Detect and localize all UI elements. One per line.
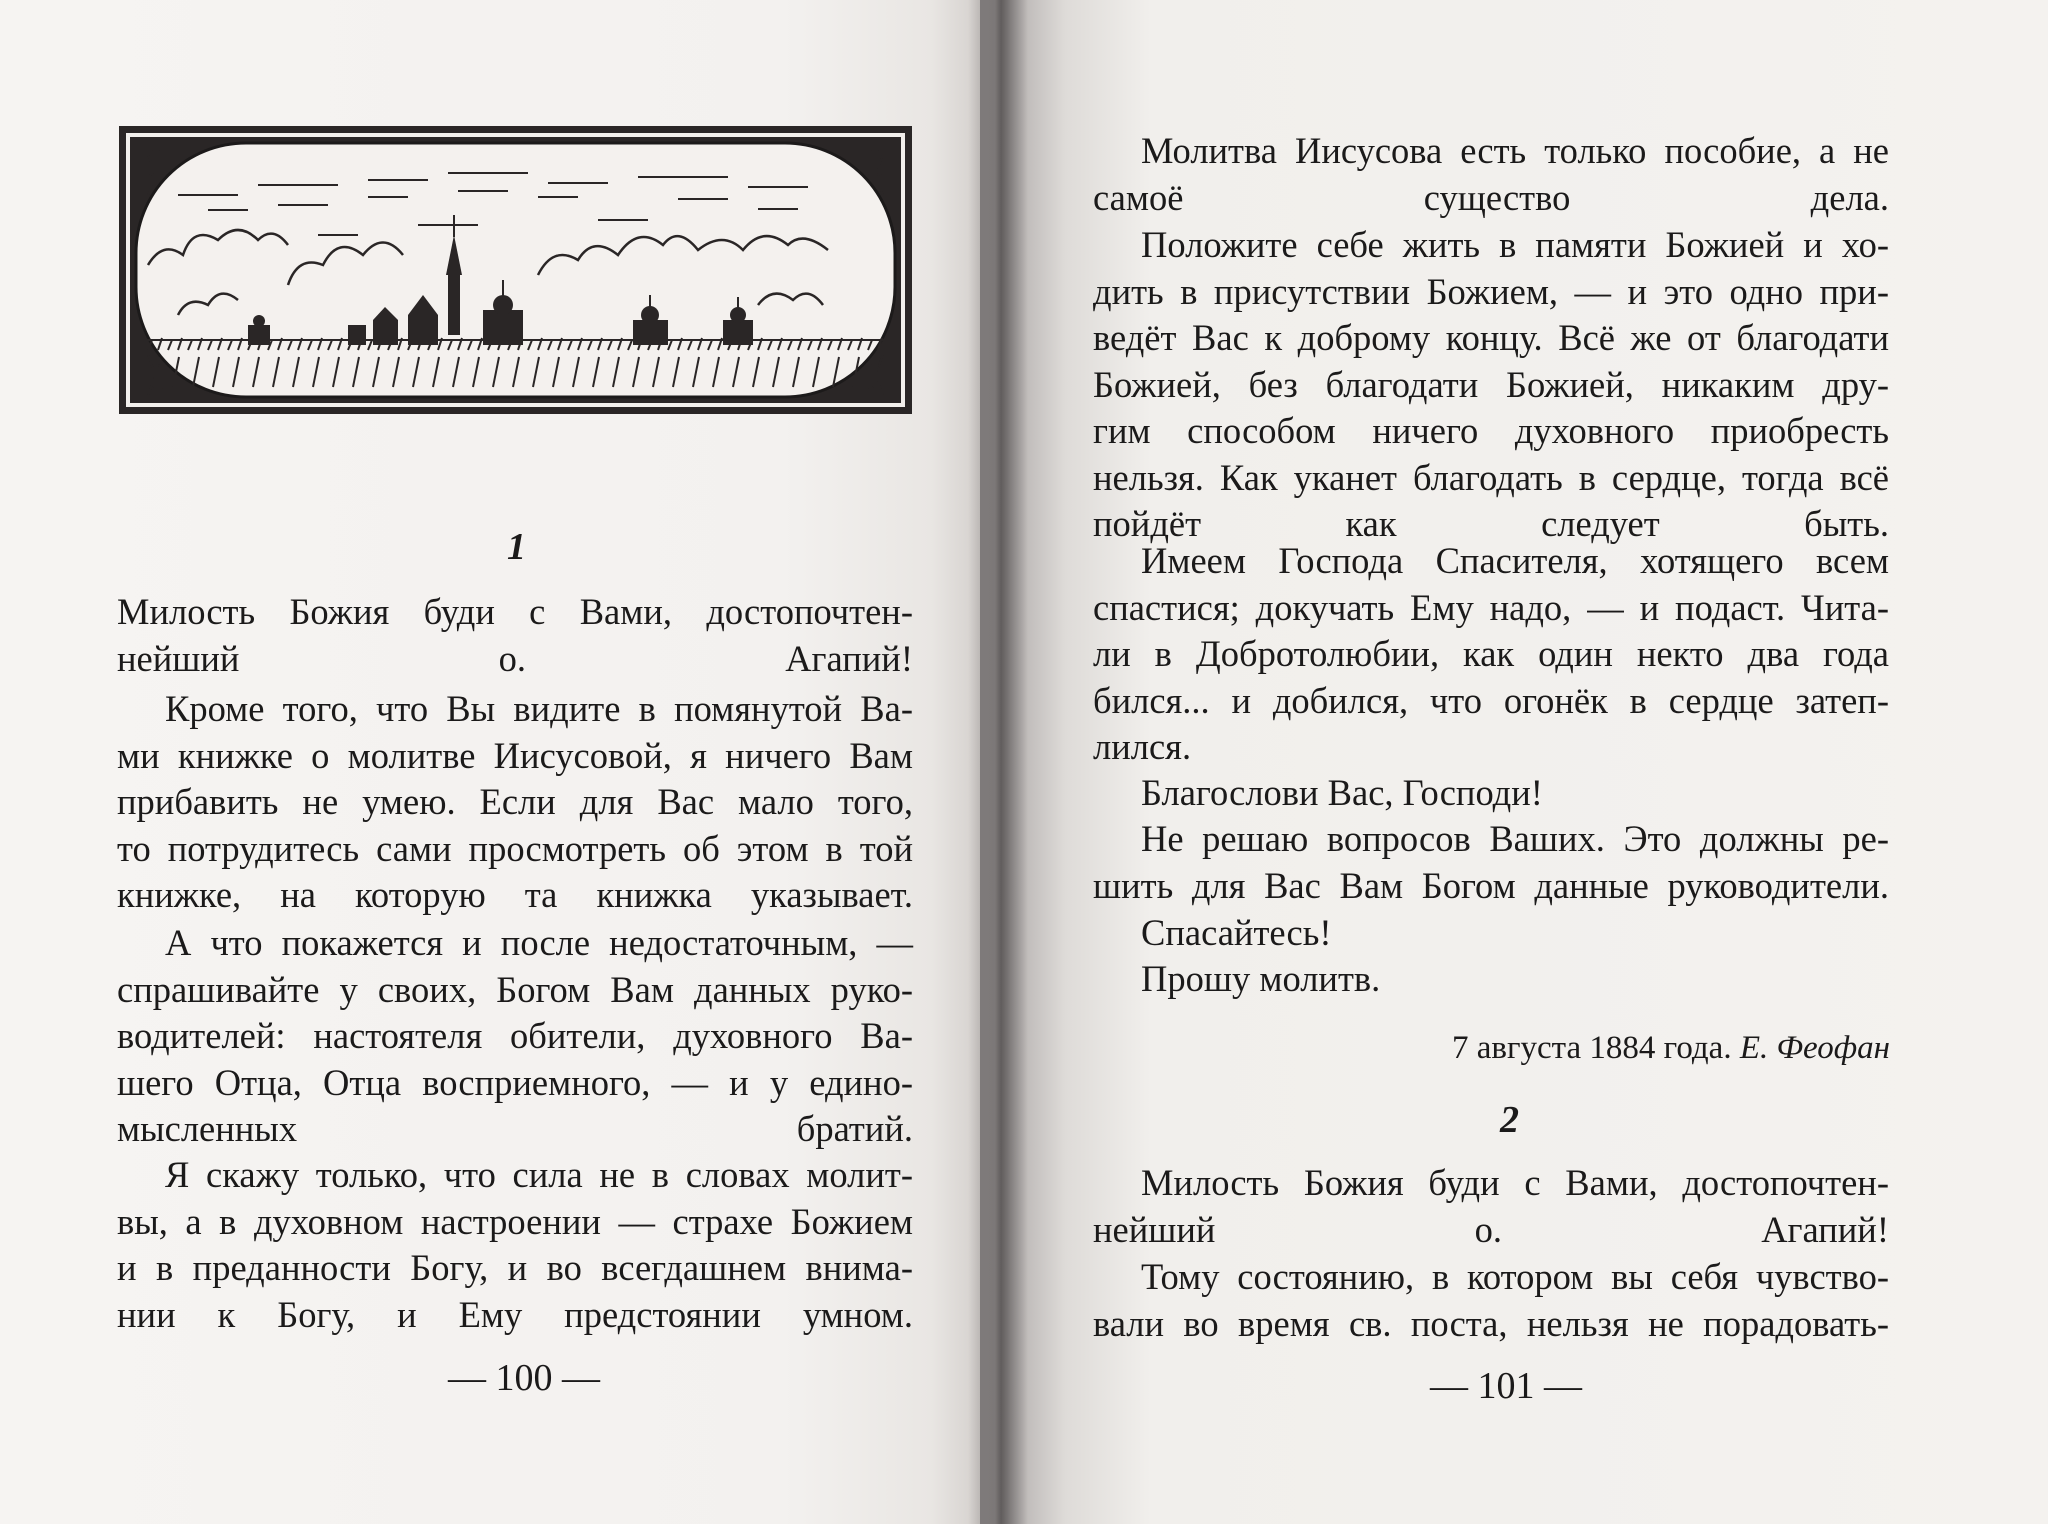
paragraph: Кроме того, что Вы видите в помянутой Ва- ми книжке о молитве Иисусовой, я ничего Вам прибавить не умею. Если для Вас мало того, то потрудитесь сами просмотреть об этом в той книжке, на которую та книжка указывает.: [117, 688, 913, 915]
left-page: [0, 0, 980, 1524]
right-body-text-4: [1093, 770, 1889, 817]
signature-name: Е. Феофан: [1739, 1030, 1891, 1066]
paragraph: Милость Божия буди с Вами, достопочтен- нейший о. Агапий!: [1093, 1162, 1889, 1250]
paragraph: А что покажется и после недостаточным, — спрашивайте у своих, Богом Вам данных руко- водителей: настоятеля обители, духовного Ва- шего Отца, Отца восприемного, — и у едино- мысленных братий.: [117, 922, 913, 1149]
right-body-text-7: [1093, 956, 1889, 1003]
right-body-text-8: [1093, 1160, 1889, 1253]
left-body-text-3: [117, 920, 913, 1153]
paragraph: Не решаю вопросов Ваших. Это должны ре- шить для Вас Вам Богом данные руководители.: [1093, 818, 1889, 906]
page-number-right: — 101 —: [1430, 1365, 1582, 1407]
right-body-text-6: [1093, 910, 1889, 957]
paragraph: Прошу молитв.: [1141, 958, 1381, 999]
page-number-left: — 100 —: [448, 1357, 600, 1399]
paragraph: Спасайтесь!: [1141, 912, 1332, 953]
right-body-text-1: [1093, 128, 1889, 221]
paragraph: Тому состоянию, в котором вы себя чувство- вали во время св. поста, нельзя не порадовать-: [1093, 1256, 1889, 1344]
paragraph: Молитва Иисусова есть только пособие, а не самоё существо дела.: [1093, 130, 1889, 218]
book-gutter: [968, 0, 1028, 1524]
right-body-text-9: [1093, 1254, 1889, 1347]
left-body-text-4: [117, 1152, 913, 1338]
paragraph: Я скажу только, что сила не в словах молит- вы, а в духовном настроении — страхе Божием и в преданности Богу, и во всегдашнем внима- нии к Богу, и Ему предстоянии умном.: [117, 1154, 913, 1335]
signature-date: 7 августа 1884 года.: [1452, 1030, 1732, 1066]
left-body-text-2: [117, 686, 913, 919]
paragraph: Милость Божия буди с Вами, достопочтен- нейший о. Агапий!: [117, 591, 913, 679]
paragraph: Благослови Вас, Господи!: [1141, 772, 1543, 813]
right-body-text-2: [1093, 222, 1889, 548]
left-body-text: [117, 589, 913, 682]
paragraph: Имеем Господа Спасителя, хотящего всем спастися; докучать Ему надо, — и подаст. Чита- ли в Добротолюбии, как один некто два года бился... и добился, что огонёк в сердце затеп- лился.: [1093, 540, 1889, 767]
paragraph: Положите себе жить в памяти Божией и хо- дить в присутствии Божием, — и это одно при- ведёт Вас к доброму концу. Всё же от благодати Божией, без благодати Божией, никаким дру- гим способом ничего духовного приобресть нельзя. Как уканет благодать в сердце, тогда всё пойдёт как следует быть.: [1093, 224, 1889, 544]
monastery-landscape-engraving: [118, 125, 913, 415]
right-body-text-5: [1093, 816, 1889, 909]
letter-number: 1: [507, 526, 526, 568]
signature-line: [1452, 1030, 1890, 1067]
letter-number-2: 2: [1500, 1099, 1519, 1141]
right-body-text-3: [1093, 538, 1889, 771]
